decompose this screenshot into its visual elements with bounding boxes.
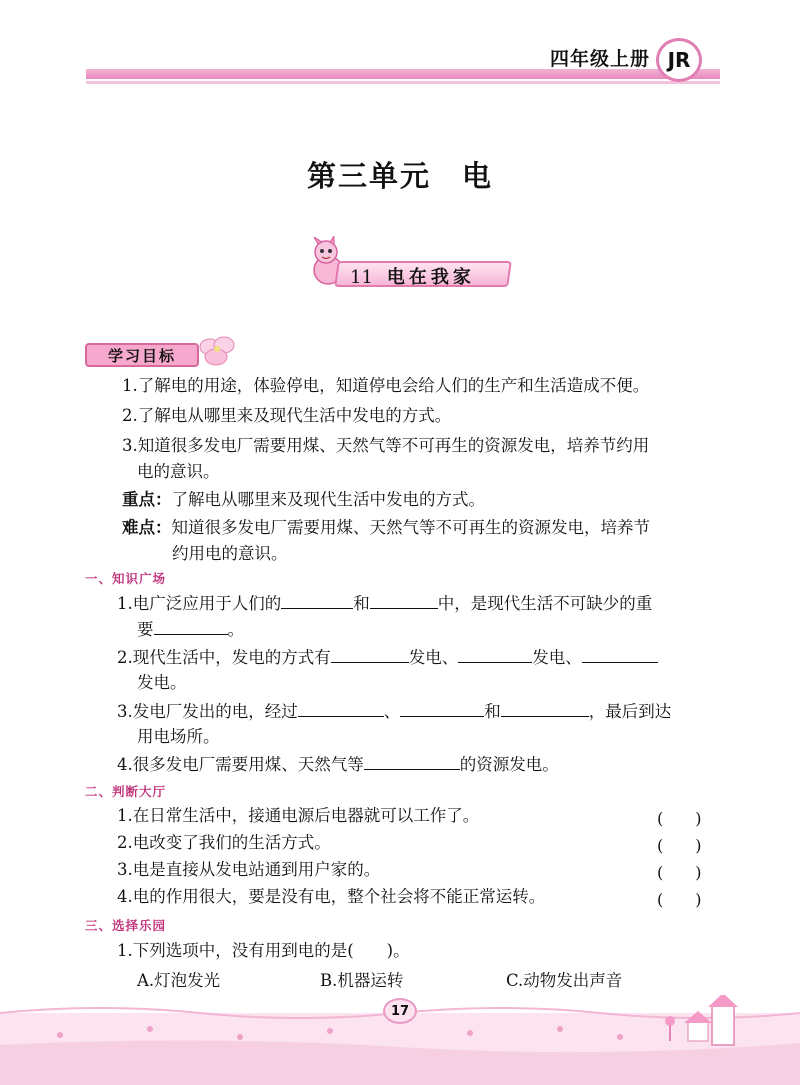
goal-item: 电的意识。 bbox=[137, 462, 220, 481]
goal-item: 2.了解电从哪里来及现代生活中发电的方式。 bbox=[122, 406, 452, 425]
section-heading-judge: 二、判断大厅 bbox=[85, 784, 167, 799]
answer-blank[interactable] bbox=[364, 753, 460, 770]
judge-item: 2.电改变了我们的生活方式。 bbox=[117, 833, 331, 852]
fill-question-4 bbox=[117, 753, 559, 776]
answer-blank[interactable] bbox=[458, 646, 532, 663]
answer-parens[interactable]: ( ) bbox=[657, 809, 702, 828]
answer-blank[interactable] bbox=[400, 700, 484, 717]
flower-icon bbox=[196, 333, 238, 369]
q-text: 要 bbox=[137, 620, 154, 639]
difficult-point-cont: 约用电的意识。 bbox=[172, 544, 288, 563]
q-text: 3.发电厂发出的电，经过 bbox=[117, 702, 298, 721]
q-text: 发电、 bbox=[408, 648, 459, 667]
key-point bbox=[122, 489, 485, 511]
q-text: 4.很多发电厂需要用煤、天然气等 bbox=[117, 755, 364, 774]
answer-blank[interactable] bbox=[281, 592, 353, 609]
q-text: 发电、 bbox=[532, 648, 582, 667]
answer-blank[interactable] bbox=[331, 646, 409, 663]
choice-option-c[interactable]: C.动物发出声音 bbox=[506, 971, 623, 990]
section-heading-choice: 三、选择乐园 bbox=[85, 918, 167, 933]
lesson-number: 11 bbox=[350, 267, 373, 288]
q-text: 中，是现代生活不可缺少的重 bbox=[437, 594, 653, 613]
fill-question-1-cont bbox=[137, 618, 244, 641]
q-text: 和 bbox=[353, 594, 370, 613]
key-point-label: 重点： bbox=[122, 490, 172, 509]
fill-question-1 bbox=[117, 592, 652, 615]
choice-option-a[interactable]: A.灯泡发光 bbox=[137, 971, 221, 990]
choice-option-b[interactable]: B.机器运转 bbox=[320, 971, 404, 990]
q-text: 1.电广泛应用于人们的 bbox=[117, 594, 282, 613]
lesson-title-text: 电在我家 bbox=[386, 267, 475, 288]
answer-blank[interactable] bbox=[298, 700, 384, 717]
grade-label: 四年级上册 bbox=[549, 48, 650, 70]
answer-blank[interactable] bbox=[370, 592, 438, 609]
choice-question: 1.下列选项中，没有用到电的是( )。 bbox=[117, 941, 410, 960]
q-text: 和 bbox=[484, 702, 501, 721]
fill-question-2 bbox=[117, 646, 658, 669]
difficult-point-text: 知道很多发电厂需要用煤、天然气等不可再生的资源发电，培养节 bbox=[171, 518, 650, 537]
answer-blank[interactable] bbox=[582, 646, 658, 663]
answer-parens[interactable]: ( ) bbox=[657, 836, 702, 855]
goal-item: 3.知道很多发电厂需要用煤、天然气等不可再生的资源发电，培养节约用 bbox=[122, 436, 650, 455]
answer-parens[interactable]: ( ) bbox=[657, 863, 702, 882]
fill-question-2-cont: 发电。 bbox=[137, 673, 187, 692]
difficult-point-label: 难点： bbox=[122, 518, 172, 537]
judge-item: 1.在日常生活中，接通电源后电器就可以工作了。 bbox=[117, 806, 480, 825]
page-number: 17 bbox=[383, 998, 417, 1024]
fill-question-3 bbox=[117, 700, 671, 723]
q-text: 、 bbox=[383, 702, 401, 721]
section-heading-knowledge: 一、知识广场 bbox=[85, 571, 167, 586]
q-text: 的资源发电。 bbox=[459, 755, 559, 774]
goal-item: 1.了解电的用途，体验停电，知道停电会给人们的生产和生活造成不便。 bbox=[122, 376, 650, 395]
unit-title: 第三单元 电 bbox=[306, 159, 493, 193]
judge-item: 3.电是直接从发电站通到用户家的。 bbox=[117, 860, 381, 879]
header-bar-shadow bbox=[86, 81, 720, 84]
key-point-text: 了解电从哪里来及现代生活中发电的方式。 bbox=[171, 490, 485, 509]
fill-question-3-cont: 用电场所。 bbox=[137, 727, 220, 746]
answer-parens[interactable]: ( ) bbox=[657, 890, 702, 909]
lesson-title bbox=[350, 263, 475, 289]
q-text: 2.现代生活中，发电的方式有 bbox=[117, 648, 331, 667]
jr-badge: JR bbox=[656, 38, 702, 82]
q-text: 。 bbox=[227, 620, 244, 639]
judge-item: 4.电的作用很大，要是没有电，整个社会将不能正常运转。 bbox=[117, 887, 546, 906]
answer-blank[interactable] bbox=[154, 618, 228, 635]
difficult-point bbox=[122, 517, 650, 539]
learning-goals-label: 学习目标 bbox=[85, 343, 199, 367]
q-text: ，最后到达 bbox=[588, 702, 672, 721]
answer-blank[interactable] bbox=[501, 700, 589, 717]
